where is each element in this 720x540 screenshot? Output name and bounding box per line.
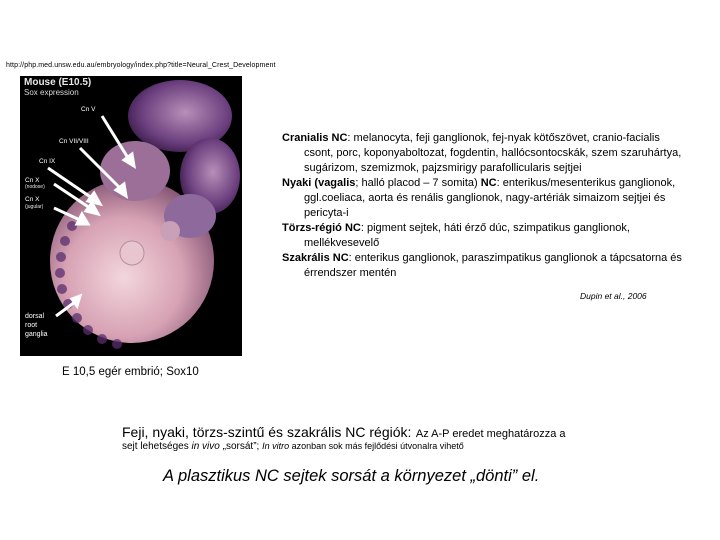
label-cn-vii-viii: Cn VII/VIII [59, 138, 89, 145]
label-cn-x-nodose: Cn X [25, 177, 40, 184]
photo-title: Mouse (E10.5) [24, 77, 92, 88]
summary-note: Az A-P eredet meghatározza a [415, 428, 566, 440]
region-text: : melanocyta, feji ganglionok, fej-nyak kötőszövet, cranio-facialis csont, porc, koponyaboltozat, fogdentin, hallócsontocskák, szem szaruhártya, sugárizom, szemizmok, pajzsmirigy parafollicularis sejtjei [304, 132, 682, 174]
source-url: http://php.med.unsw.edu.au/embryology/index.php?title=Neural_Crest_Development [6, 62, 276, 69]
label-dorsal-root-ganglia [25, 312, 48, 339]
label-jugular: (jugular) [25, 204, 44, 210]
summary-heading: Feji, nyaki, törzs-szintű és szakrális NC régiók: [122, 424, 412, 440]
region-name: Nyaki (vagalis [282, 177, 356, 189]
nc-regions-list [282, 131, 682, 281]
conclusion: A plasztikus NC sejtek sorsát a környezet „dönti” el. [163, 467, 540, 485]
region-name: Törzs-régió NC [282, 222, 361, 234]
region-text: : pigment sejtek, háti érző dúc, szimpatikus ganglionok, mellékvesevelő [304, 222, 630, 249]
label-cn-x-jugular: Cn X [25, 196, 40, 203]
label-dorsal: dorsal [25, 313, 45, 320]
region-cranial [282, 131, 682, 176]
embryo-photo [20, 76, 242, 356]
summary-text-c: azonban sok más fejlődési útvonalra vihető [289, 441, 464, 451]
reference-author: Dupin et al. [580, 291, 623, 301]
region-trunk [282, 221, 682, 251]
photo-subtitle: Sox expression [24, 88, 79, 97]
label-cn-v: Cn V [81, 106, 96, 113]
region-sacral [282, 251, 682, 281]
region-text: : enterikus ganglionok, paraszimpatikus ganglionok a tápcsatorna és érrendszer mentén [304, 252, 682, 279]
label-cn-ix: Cn IX [39, 158, 56, 165]
label-ganglia: ganglia [25, 331, 48, 338]
region-text: : enterikus/mesenterikus ganglionok, ggl.coeliaca, aorta és renális ganglionok, nagy-artériák simaizom sejtjei és pericyta-i [304, 177, 676, 219]
summary-line-2 [122, 441, 464, 452]
summary-text-a: sejt lehetséges [122, 441, 192, 452]
summary-in-vitro: In vitro [262, 441, 290, 451]
label-nodose: (nodose) [25, 184, 45, 190]
region-vagal [282, 176, 682, 221]
reference-year: , 2006 [623, 291, 647, 301]
region-name-suffix: NC [477, 177, 497, 189]
region-mid: ; halló placod – 7 somita) [355, 177, 478, 189]
summary-text-b: „sorsát”; [219, 441, 263, 452]
embryo-illustration [20, 76, 242, 356]
reference [580, 291, 647, 301]
label-root: root [25, 322, 38, 329]
summary-in-vivo: in vivo [191, 441, 220, 452]
region-name: Cranialis NC [282, 132, 348, 144]
region-name: Szakrális NC [282, 252, 349, 264]
summary-line-1 [122, 424, 565, 442]
image-caption: E 10,5 egér embrió; Sox10 [62, 366, 199, 378]
